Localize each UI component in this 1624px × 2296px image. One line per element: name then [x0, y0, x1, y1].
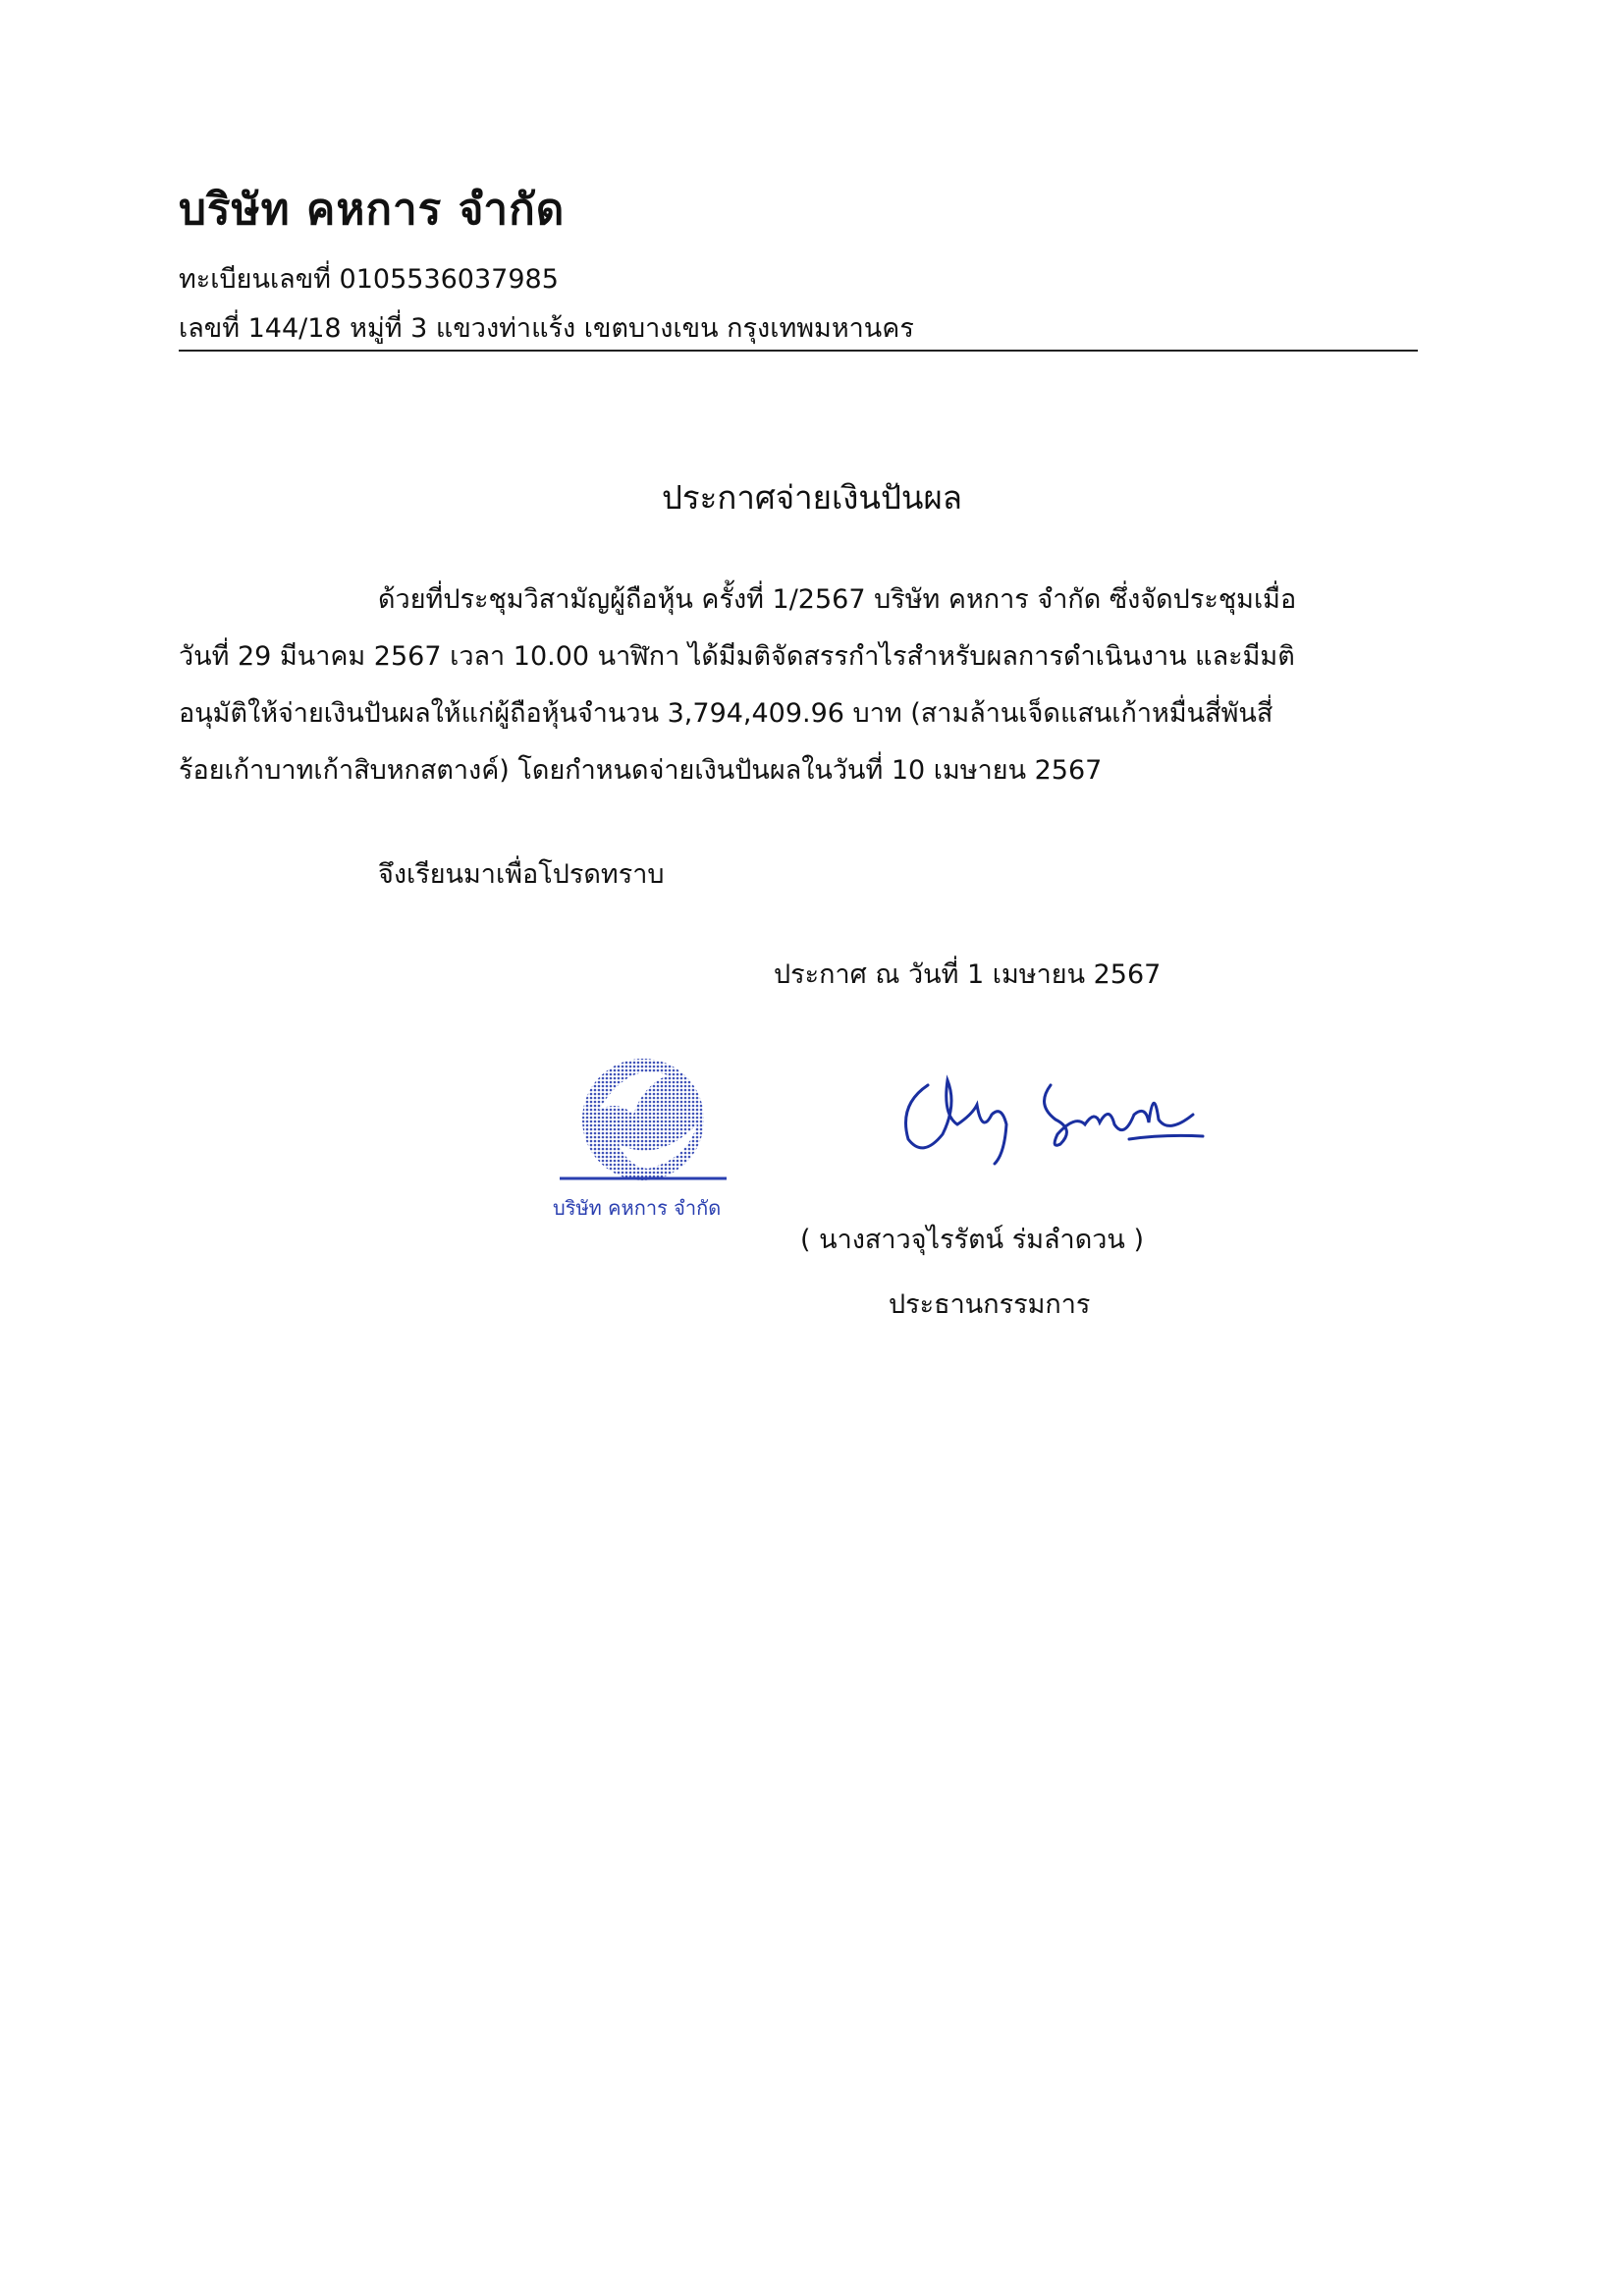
- body-line-1: ด้วยที่ประชุมวิสามัญผู้ถือหุ้น ครั้งที่ 1/2567 บริษัท คหการ จำกัด ซึ่งจัดประชุมเมื่อ: [378, 584, 1297, 615]
- header-divider: [179, 350, 1418, 352]
- company-name: บริษัท คหการ จำกัด: [179, 185, 566, 235]
- body-line-4: ร้อยเก้าบาทเก้าสิบหกสตางค์) โดยกำหนดจ่ายเงินปันผลในวันที่ 10 เมษายน 2567: [179, 755, 1103, 786]
- signer-name: ( นางสาวจุไรรัตน์ ร่มลำดวน ): [800, 1225, 1144, 1255]
- document-title: ประกาศจ่ายเงินปันผล: [661, 478, 963, 517]
- company-address: เลขที่ 144/18 หมู่ที่ 3 แขวงท่าแร้ง เขตบางเขน กรุงเทพมหานคร: [179, 313, 914, 344]
- registration-number: ทะเบียนเลขที่ 0105536037985: [179, 264, 559, 295]
- signature: [889, 1046, 1222, 1174]
- closing-text: จึงเรียนมาเพื่อโปรดทราบ: [378, 859, 665, 890]
- stamp-caption: บริษัท คหการ จำกัด: [553, 1196, 722, 1220]
- signer-title: ประธานกรรมการ: [889, 1289, 1091, 1320]
- body-line-2: วันที่ 29 มีนาคม 2567 เวลา 10.00 นาฬิกา ได้มีมติจัดสรรกำไรสำหรับผลการดำเนินงาน และมีมติ: [179, 641, 1295, 672]
- body-line-3: อนุมัติให้จ่ายเงินปันผลให้แก่ผู้ถือหุ้นจำนวน 3,794,409.96 บาท (สามล้านเจ็ดแสนเก้าหมื่นสี่พันสี่: [179, 698, 1273, 729]
- announcement-date: ประกาศ ณ วันที่ 1 เมษายน 2567: [774, 959, 1162, 990]
